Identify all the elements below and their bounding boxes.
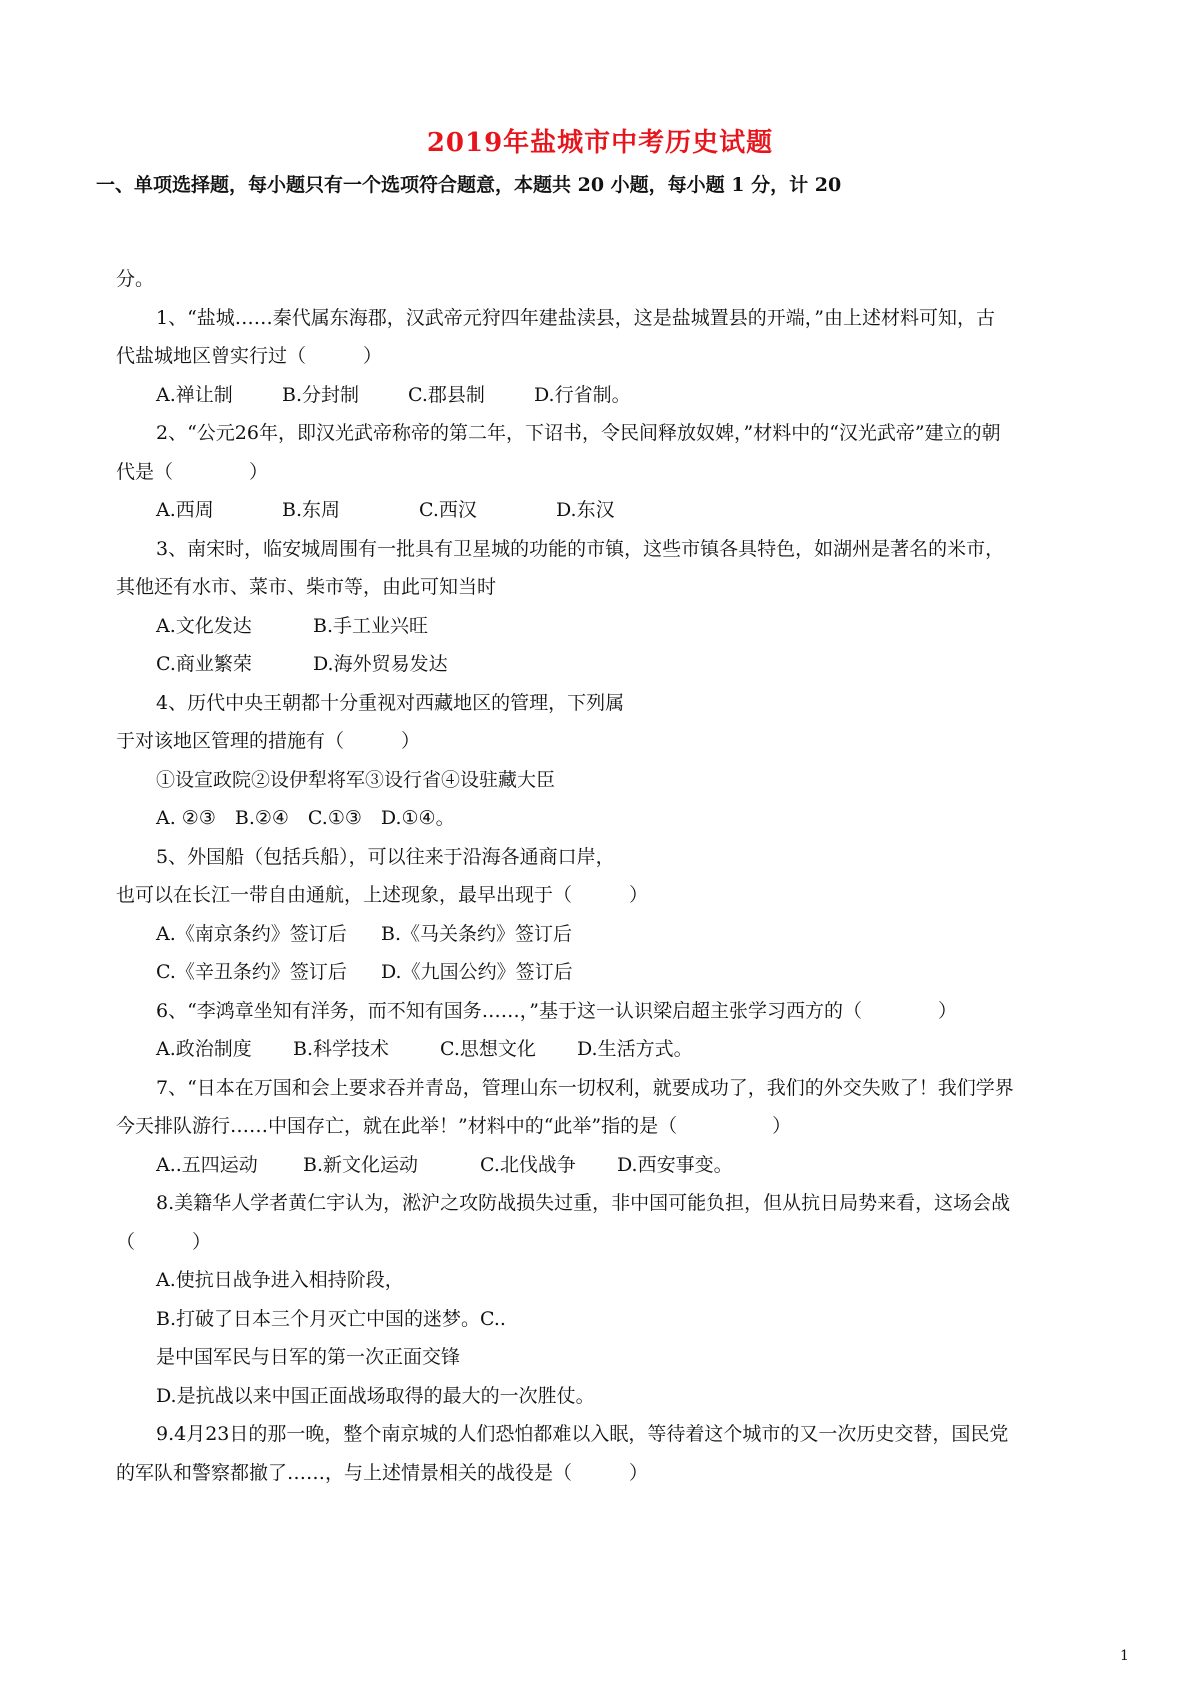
section-heading-continuation: 分。 — [116, 268, 155, 290]
option: C.西汉 — [419, 499, 477, 521]
option: B.分封制 — [282, 383, 360, 406]
option: A.西周 — [156, 499, 214, 521]
question-3-options — [116, 607, 1096, 646]
question-7-stem-line: 今天排队游行……中国存亡，就在此举！”材料中的“此举”指的是（ ） — [116, 1115, 792, 1137]
page-title: 2019年盐城市中考历史试题 — [426, 128, 774, 158]
question-9-stem-line: 9.4月23日的那一晚，整个南京城的人们恐怕都难以入眠，等待着这个城市的又一次历史交替，国民党 — [156, 1423, 1009, 1445]
question-3-stem-line: 其他还有水市、菜市、柴市等，由此可知当时 — [116, 576, 497, 598]
option: D.生活方式。 — [577, 1038, 693, 1060]
option: C.《辛丑条约》签订后 — [156, 961, 347, 983]
question-8-option: B.打破了日本三个月灭亡中国的迷梦。C.. — [156, 1307, 506, 1330]
question-8-option: 是中国军民与日军的第一次正面交锋 — [156, 1346, 461, 1368]
question-7-options — [116, 1146, 1096, 1185]
question-9-stem-line: 的军队和警察都撤了……，与上述情景相关的战役是（ ） — [116, 1461, 649, 1484]
question-3-options — [116, 645, 1096, 684]
question-5-options — [116, 915, 1096, 954]
option: D.行省制。 — [534, 383, 631, 406]
option: A.政治制度 — [156, 1038, 252, 1060]
question-5-stem-line: 5、外国船（包括兵船），可以往来于沿海各通商口岸， — [156, 845, 615, 868]
option: A.禅让制 — [156, 383, 233, 406]
option: D.西安事变。 — [617, 1153, 733, 1176]
option: B.科学技术 — [293, 1038, 390, 1060]
question-4-stem-line: 4、历代中央王朝都十分重视对西藏地区的管理，下列属 — [156, 691, 625, 714]
question-1-stem-line: 代盐城地区曾实行过（ ） — [116, 345, 383, 367]
question-4-options: A. ②③ B.②④ C.①③ D.①④。 — [156, 807, 455, 829]
option: C.郡县制 — [408, 383, 485, 406]
option: B.手工业兴旺 — [313, 614, 429, 637]
section-heading: 一、单项选择题，每小题只有一个选项符合题意，本题共 20 小题，每小题 1 分，计 20 — [96, 174, 842, 196]
document-body — [116, 260, 1096, 1492]
question-7-stem-line: 7、“日本在万国和会上要求吞并青岛，管理山东一切权利，就要成功了，我们的外交失败了！我们学界 — [156, 1076, 1014, 1099]
page-number: 1 — [1120, 1648, 1129, 1664]
option: B.东周 — [282, 499, 341, 521]
question-3-stem-line: 3、南宋时，临安城周围有一批具有卫星城的功能的市镇，这些市镇各具特色，如湖州是著名的米市， — [156, 537, 1005, 560]
option: D.《九国公约》签订后 — [381, 961, 573, 983]
question-8-option: D.是抗战以来中国正面战场取得的最大的一次胜仗。 — [156, 1384, 595, 1407]
option: A.文化发达 — [156, 614, 252, 637]
question-8-stem-line: 8.美籍华人学者黄仁宇认为，淞沪之攻防战损失过重，非中国可能负担，但从抗日局势来看，这场会战 — [156, 1192, 1011, 1214]
option: C.商业繁荣 — [156, 653, 252, 675]
option: C.思想文化 — [440, 1038, 536, 1060]
question-5-options — [116, 953, 1096, 992]
question-2-stem-line: 代是（ ） — [116, 460, 269, 483]
question-4-stem-line: 于对该地区管理的措施有（ ） — [116, 730, 421, 752]
option: B.新文化运动 — [303, 1153, 419, 1176]
option: C.北伐战争 — [480, 1153, 576, 1176]
option: A..五四运动 — [156, 1153, 258, 1176]
option: D.海外贸易发达 — [313, 653, 448, 675]
question-6-stem-line: 6、“李鸿章坐知有洋务，而不知有国务……，”基于这一认识梁启超主张学习西方的（ ） — [156, 999, 958, 1022]
option: A.《南京条约》签订后 — [156, 922, 347, 945]
question-6-options — [116, 1030, 1096, 1069]
option: D.东汉 — [556, 499, 615, 521]
question-2-options — [116, 491, 1096, 530]
question-5-stem-line: 也可以在长江一带自由通航，上述现象，最早出现于（ ） — [116, 884, 649, 906]
question-8-option: A.使抗日战争进入相持阶段， — [156, 1269, 404, 1291]
question-1-options — [116, 376, 1096, 415]
question-4-stem-line: ①设宣政院②设伊犁将军③设行省④设驻藏大臣 — [156, 768, 556, 791]
option: B.《马关条约》签订后 — [381, 922, 573, 945]
question-2-stem-line: 2、“公元26年，即汉光武帝称帝的第二年，下诏书，令民间释放奴婢，”材料中的“汉光武帝”建立的朝 — [156, 422, 1001, 444]
question-8-stem-line: （ ） — [116, 1230, 212, 1253]
question-1-stem-line: 1、“盐城……秦代属东海郡，汉武帝元狩四年建盐渎县，这是盐城置县的开端，”由上述材料可知，古 — [156, 306, 996, 329]
